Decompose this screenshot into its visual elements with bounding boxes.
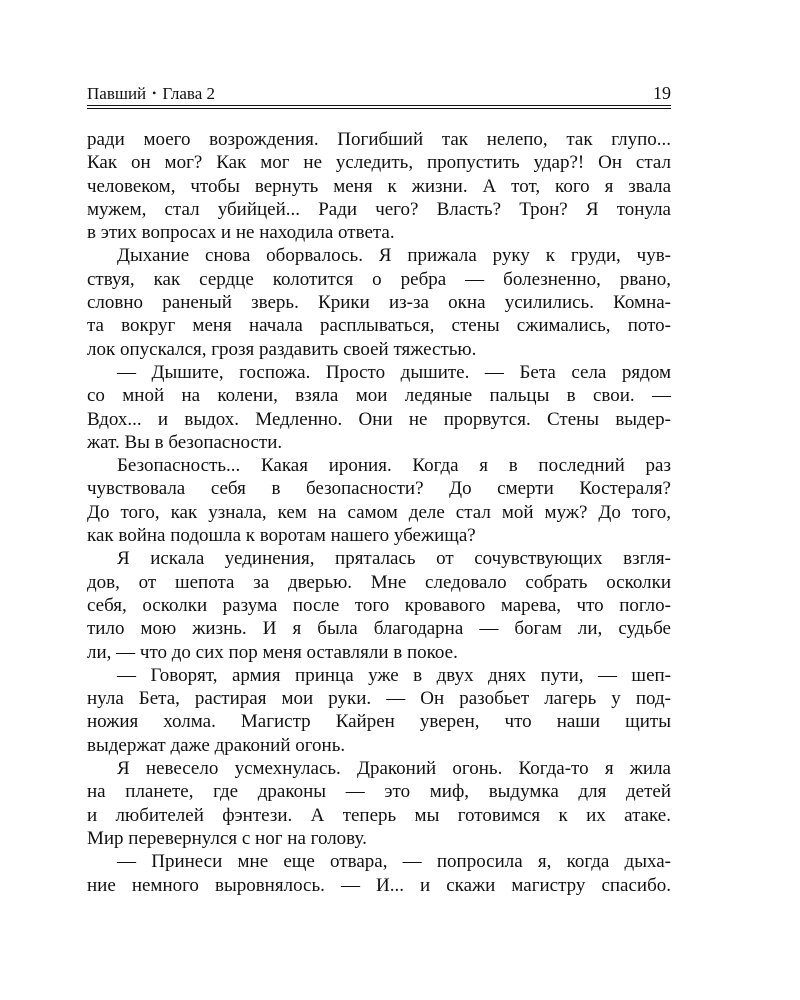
text-line: ножия холма. Магистр Кайрен уверен, что наши щиты xyxy=(87,711,671,733)
text-line: выдержат даже драконий огонь. xyxy=(87,734,346,756)
text-line: себя, осколки разума после того кровавого марева, что погло- xyxy=(87,594,671,616)
running-header xyxy=(87,82,671,104)
text-line: дов, от шепота за дверью. Мне следовало собрать осколки xyxy=(87,571,671,593)
text-line: человеком, чтобы вернуть меня к жизни. А тот, кого я звала xyxy=(87,175,671,197)
header-rule-secondary xyxy=(87,108,671,109)
text-line: До того, как узнала, кем на самом деле стал мой муж? До того, xyxy=(87,501,671,523)
text-line: жат. Вы в безопасности. xyxy=(87,431,283,453)
header-rule xyxy=(87,105,671,106)
text-line: та вокруг меня начала расплываться, стены сжимались, пото- xyxy=(87,315,671,337)
body-text xyxy=(87,128,671,897)
text-line: чувствовала себя в безопасности? До смерти Костераля? xyxy=(87,478,671,500)
text-line: лок опускался, грозя раздавить своей тяжестью. xyxy=(87,338,477,360)
text-line: Дыхание снова оборвалось. Я прижала руку к груди, чув- xyxy=(117,245,671,267)
text-line: — Дышите, госпожа. Просто дышите. — Бета села рядом xyxy=(117,361,671,383)
text-line: нула Бета, растирая мои руки. — Он разобьет лагерь у под- xyxy=(87,688,671,710)
text-line: и любителей фэнтези. А теперь мы готовимся к их атаке. xyxy=(87,804,671,826)
text-line: в этих вопросах и не находила ответа. xyxy=(87,222,395,244)
text-line: мужем, стал убийцей... Ради чего? Власть? Трон? Я тонула xyxy=(87,198,671,220)
text-line: со мной на колени, взяла мои ледяные пальцы в свои. — xyxy=(87,385,671,407)
chapter-label: Глава 2 xyxy=(162,84,216,103)
text-line: ствуя, как сердце колотится о ребра — болезненно, рвано, xyxy=(87,268,671,290)
text-line: ради моего возрождения. Погибший так нелепо, так глупо... xyxy=(87,129,671,150)
text-line: ли, — что до сих пор меня оставляли в покое. xyxy=(87,641,458,663)
text-line: словно раненый зверь. Крики из-за окна усилились. Комна- xyxy=(87,292,671,314)
page-number: 19 xyxy=(653,83,671,103)
text-line: Вдох... и выдох. Медленно. Они не прорвутся. Стены выдер- xyxy=(87,408,671,430)
text-line: как война подошла к воротам нашего убежища? xyxy=(87,525,476,547)
running-header-left xyxy=(87,82,215,105)
text-line: — Говорят, армия принца уже в двух днях пути, — шеп- xyxy=(117,664,671,686)
header-separator: • xyxy=(152,86,157,100)
text-line: ние немного выровнялось. — И... и скажи магистру спасибо. xyxy=(87,874,671,896)
text-line: Безопасность... Какая ирония. Когда я в последний раз xyxy=(117,455,671,477)
text-line: на планете, где драконы — это миф, выдумка для детей xyxy=(87,781,671,803)
text-line: Я искала уединения, пряталась от сочувствующих взгля- xyxy=(117,548,671,570)
text-line: — Принеси мне еще отвара, — попросила я, когда дыха- xyxy=(117,851,671,873)
text-line: Я невесело усмехнулась. Драконий огонь. Когда-то я жила xyxy=(117,758,671,780)
text-line: Как он мог? Как мог не уследить, пропустить удар?! Он стал xyxy=(87,152,671,174)
text-line: тило мою жизнь. И я была благодарна — богам ли, судьбе xyxy=(87,618,671,640)
book-title: Павший xyxy=(87,84,147,103)
text-line: Мир перевернулся с ног на голову. xyxy=(87,827,367,849)
